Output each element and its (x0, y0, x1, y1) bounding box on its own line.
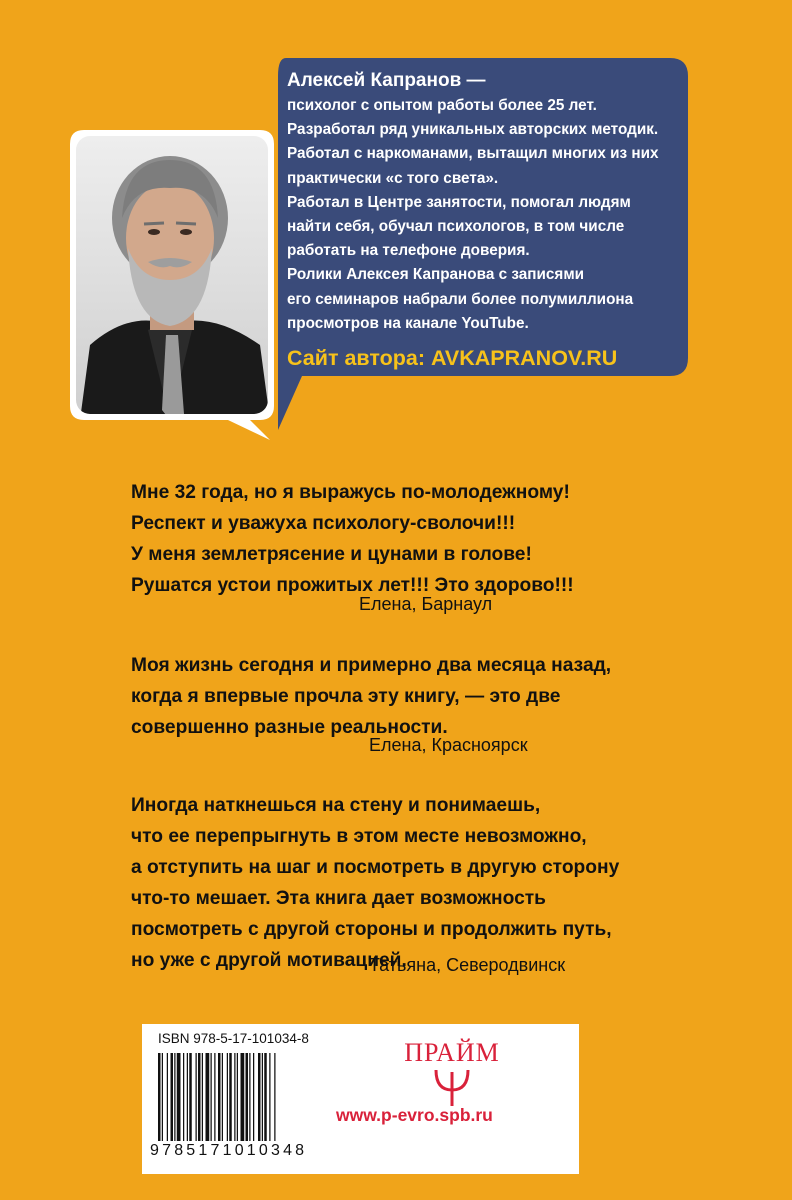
barcode-bar (211, 1053, 212, 1141)
quote-line: Рушатся устои прожитых лет!!! Это здорово!!! (131, 575, 574, 596)
barcode-bar (196, 1053, 197, 1141)
barcode-bar (274, 1053, 275, 1141)
barcode-bar (234, 1053, 235, 1141)
publisher-url: www.p-evro.spb.ru (336, 1105, 493, 1125)
author-name: Алексей Капранов — (287, 70, 486, 91)
barcode-bar (222, 1053, 223, 1141)
barcode-bar (253, 1053, 254, 1141)
barcode-bar (269, 1053, 270, 1141)
barcode-bar (237, 1053, 238, 1141)
quote-line: У меня землетрясение и цунами в голове! (131, 544, 532, 565)
quote-line: Респект и уважуха психологу-сволочи!!! (131, 513, 516, 534)
bio-line: практически «с того света». (287, 169, 499, 187)
testimonial (131, 477, 691, 601)
bio-line: Разработал ряд уникальных авторских методик. (287, 121, 659, 139)
barcode-bar (227, 1053, 228, 1141)
bio-line: работать на телефоне доверия. (287, 242, 530, 260)
testimonial (131, 790, 691, 976)
quote-line: когда я впервые прочла эту книгу, — это две (131, 686, 561, 707)
barcode-bar (249, 1053, 250, 1141)
author-portrait-image (76, 136, 270, 420)
barcode (156, 1053, 316, 1141)
barcode-bar (229, 1053, 232, 1141)
bio-line: его семинаров набрали более полумиллиона (287, 290, 634, 308)
barcode-bar (241, 1053, 245, 1141)
barcode-bar (214, 1053, 215, 1141)
publisher-emblem-icon (422, 1068, 482, 1108)
quote-line: Иногда наткнешься на стену и понимаешь, (131, 795, 541, 816)
author-bio (287, 68, 667, 374)
publisher-logo (392, 1038, 512, 1113)
barcode-bar (264, 1053, 267, 1141)
quote-line: что-то мешает. Эта книга дает возможность (131, 888, 546, 909)
barcode-bar (187, 1053, 188, 1141)
barcode-bar (167, 1053, 168, 1141)
barcode-bar (246, 1053, 249, 1141)
barcode-bar (206, 1053, 210, 1141)
testimonial (131, 650, 691, 743)
barcode-bar (198, 1053, 201, 1141)
barcode-bar (218, 1053, 221, 1141)
barcode-bar (262, 1053, 263, 1141)
bio-line: Ролики Алексея Капранова с записями (287, 266, 585, 284)
quote-line: но уже с другой мотивацией. (131, 950, 407, 971)
barcode-bar (183, 1053, 184, 1141)
isbn: ISBN 978-5-17-101034-8 (158, 1031, 309, 1046)
testimonial-author: Татьяна, Северодвинск (369, 955, 566, 975)
bio-line: психолог с опытом работы более 25 лет. (287, 97, 597, 114)
quote-line: совершенно разные реальности. (131, 717, 448, 738)
quote-line: что ее перепрыгнуть в этом месте невозможно, (131, 826, 587, 847)
quote-line: посмотреть с другой стороны и продолжить путь, (131, 919, 612, 940)
barcode-number: 9785171010348 (150, 1142, 308, 1159)
barcode-bar (171, 1053, 174, 1141)
barcode-bar (177, 1053, 181, 1141)
testimonial-author: Елена, Барнаул (359, 594, 493, 614)
quote-line: а отступить на шаг и посмотреть в другую сторону (131, 857, 620, 878)
quote-line: Мне 32 года, но я выражусь по-молодежному! (131, 482, 570, 503)
bio-line: Работал в Центре занятости, помогал людям (287, 193, 631, 211)
barcode-bar (189, 1053, 192, 1141)
barcode-bar (202, 1053, 203, 1141)
publication-info-box (142, 1024, 579, 1174)
barcode-bar (258, 1053, 261, 1141)
barcode-bar (158, 1053, 161, 1141)
bio-line: найти себя, обучал психологов, в том числе (287, 218, 625, 236)
bio-line: Работал с наркоманами, вытащил многих из них (287, 145, 659, 163)
quote-line: Моя жизнь сегодня и примерно два месяца назад, (131, 655, 612, 676)
barcode-bar (162, 1053, 163, 1141)
publisher-logo-text: ПРАЙМ (404, 1038, 500, 1067)
testimonial-author: Елена, Красноярск (369, 735, 528, 755)
bio-line: просмотров на канале YouTube. (287, 314, 529, 332)
author-photo-frame (70, 130, 280, 445)
barcode-bar (174, 1053, 175, 1141)
author-site: Сайт автора: AVKAPRANOV.RU (287, 346, 618, 371)
